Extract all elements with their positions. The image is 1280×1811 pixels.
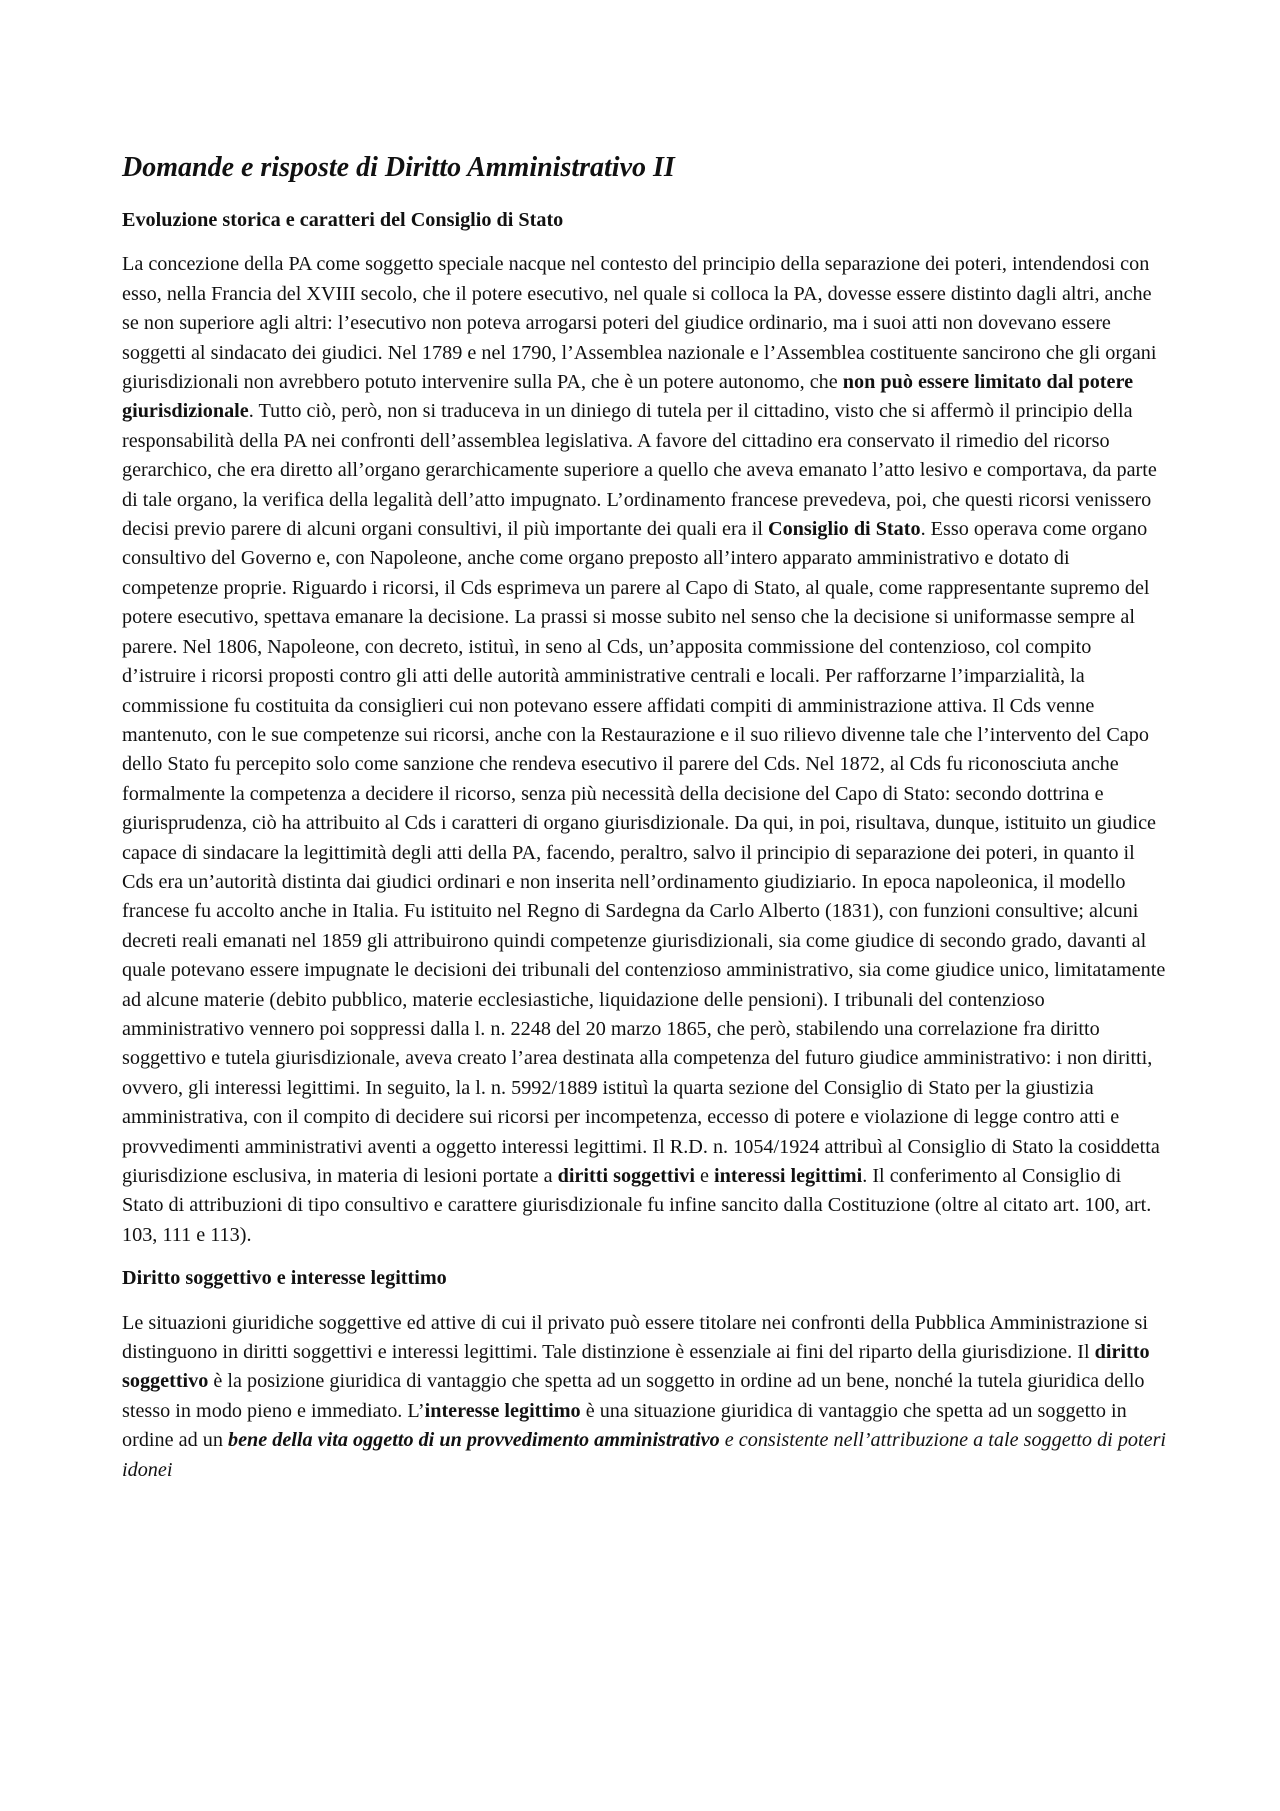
section-paragraph: [122, 250, 1167, 1250]
bold-run: Consiglio di Stato: [768, 518, 921, 541]
text-run: Le situazioni giuridiche soggettive ed attive di cui il privato può essere titolare nei confronti della Pubblica Amministrazione si distinguono in diritti soggettivi e interessi legittimi. Tale distinzione è essenziale ai fini del riparto della giurisdizione. Il: [122, 1311, 1148, 1364]
italic-run: e consistente nell’attribuzione a tale soggetto di poteri idonei: [122, 1429, 1167, 1481]
bold-italic-run: bene della vita oggetto di un provvedimento amministrativo: [227, 1429, 720, 1452]
bold-run: diritto soggettivo: [122, 1341, 1150, 1393]
section: [122, 1264, 1167, 1485]
text-run: La concezione della PA come soggetto speciale nacque nel contesto del principio della separazione dei poteri, intendendosi con esso, nella Francia del XVIII secolo, che il potere esecutivo, nel quale si colloca la PA, dovesse essere distinto dagli altri, anche se non superiore agli altri: l’esecutivo non poteva arrogarsi poteri del giudice ordinario, ma i suoi atti non dovevano essere soggetti al sindacato dei giudici. Nel 1789 e nel 1790, l’Assemblea nazionale e l’Assemblea costituente sancirono che gli organi giurisdizionali non avrebbero potuto intervenire sulla PA, che è un potere autonomo, che: [122, 253, 1157, 394]
section: [122, 206, 1167, 1250]
text-run: . Tutto ciò, però, non si traduceva in un diniego di tutela per il cittadino, visto che si affermò il principio della responsabilità della PA nei confronti dell’assemblea legislativa. A favore del cittadino era conservato il rimedio del ricorso gerarchico, che era diretto all’organo gerarchicamente superiore a quello che aveva emanato l’atto lesivo e comportava, da parte di tale organo, la verifica della legalità dell’atto impugnato. L’ordinamento francese prevedeva, poi, che questi ricorsi venissero decisi previo parere di alcuni organi consultivi, il più importante dei quali era il: [122, 400, 1157, 541]
bold-run: interesse legittimo: [424, 1399, 581, 1422]
bold-run: interessi legittimi: [714, 1165, 863, 1187]
section-heading: Evoluzione storica e caratteri del Consiglio di Stato: [122, 209, 564, 231]
document-page: [122, 150, 1167, 1499]
text-run: è la posizione giuridica di vantaggio che spetta ad un soggetto in ordine ad un bene, nonché la tutela giuridica dello stesso in modo pieno e immediato. L’: [122, 1370, 1145, 1422]
bold-run: diritti soggettivi: [557, 1165, 695, 1187]
text-run: e: [694, 1165, 715, 1187]
section-paragraph: [122, 1309, 1167, 1485]
document-title: Domande e risposte di Diritto Amministrativo II: [122, 152, 675, 183]
text-run: . Esso operava come organo consultivo del Governo e, con Napoleone, anche come organo preposto all’intero apparato amministrativo e dotato di competenze proprie. Riguardo i ricorsi, il Cds esprimeva un parere al Capo di Stato, al quale, come rappresentante supremo del potere esecutivo, spettava emanare la decisione. La prassi si mosse subito nel senso che la decisione si uniformasse sempre al parere. Nel 1806, Napoleone, con decreto, istituì, in seno al Cds, un’apposita commissione del contenzioso, col compito d’istruire i ricorsi proposti contro gli atti delle autorità amministrative centrali e locali. Per rafforzarne l’imparzialità, la commissione fu costituita da consiglieri cui non potevano essere affidati compiti di amministrazione attiva. Il Cds venne mantenuto, con le sue competenze sui ricorsi, anche con la Restaurazione e il suo rilievo divenne tale che l’intervento del Capo dello Stato fu percepito solo come sanzione che rendeva esecutivo il parere del Cds. Nel 1872, al Cds fu riconosciuta anche formalmente la competenza a decidere il ricorso, senza più necessità della decisione del Capo di Stato: secondo dottrina e giurisprudenza, ciò ha attribuito al Cds i caratteri di organo giurisdizionale. Da qui, in poi, risultava, dunque, istituito un giudice capace di sindacare la legittimità degli atti della PA, facendo, peraltro, salvo il principio di separazione dei poteri, in quanto il Cds era un’autorità distinta dai giudici ordinari e non inserita nell’ordinamento giudiziario. In epoca napoleonica, il modello francese fu accolto anche in Italia. Fu istituito nel Regno di Sardegna da Carlo Alberto (1831), con funzioni consultive; alcuni decreti reali emanati nel 1859 gli attribuirono quindi competenze giurisdizionali, sia come giudice di secondo grado, davanti al quale potevano essere impugnate le decisioni dei tribunali del contenzioso amministrativo, sia come giudice unico, limitatamente ad alcune materie (debito pubblico, materie ecclesiastiche, liquidazione delle pensioni). I tribunali del contenzioso amministrativo vennero poi soppressi dalla l. n. 2248 del 20 marzo 1865, che però, stabilendo una correlazione fra diritto soggettivo e tutela giurisdizionale, aveva creato l’area destinata alla competenza del futuro giudice amministrativo: i non diritti, ovvero, gli interessi legittimi. In seguito, la l. n. 5992/1889 istituì la quarta sezione del Consiglio di Stato per la giustizia amministrativa, con il compito di decidere sui ricorsi per incompetenza, eccesso di potere e violazione di legge contro atti e provvedimenti amministrativi aventi a oggetto interessi legittimi. Il R.D. n. 1054/1924 attribuì al Consiglio di Stato la cosiddetta giurisdizione esclusiva, in materia di lesioni portate a: [122, 518, 1166, 1187]
bold-run: non può essere limitato dal potere giurisdizionale: [122, 371, 1134, 423]
section-heading: Diritto soggettivo e interesse legittimo: [122, 1267, 447, 1290]
text-run: . Il conferimento al Consiglio di Stato di attribuzioni di tipo consultivo e carattere giurisdizionale fu infine sancito dalla Costituzione (oltre al citato art. 100, art. 103, 111 e 113).: [122, 1165, 1152, 1246]
text-run: è una situazione giuridica di vantaggio che spetta ad un soggetto in ordine ad un: [122, 1399, 1127, 1452]
